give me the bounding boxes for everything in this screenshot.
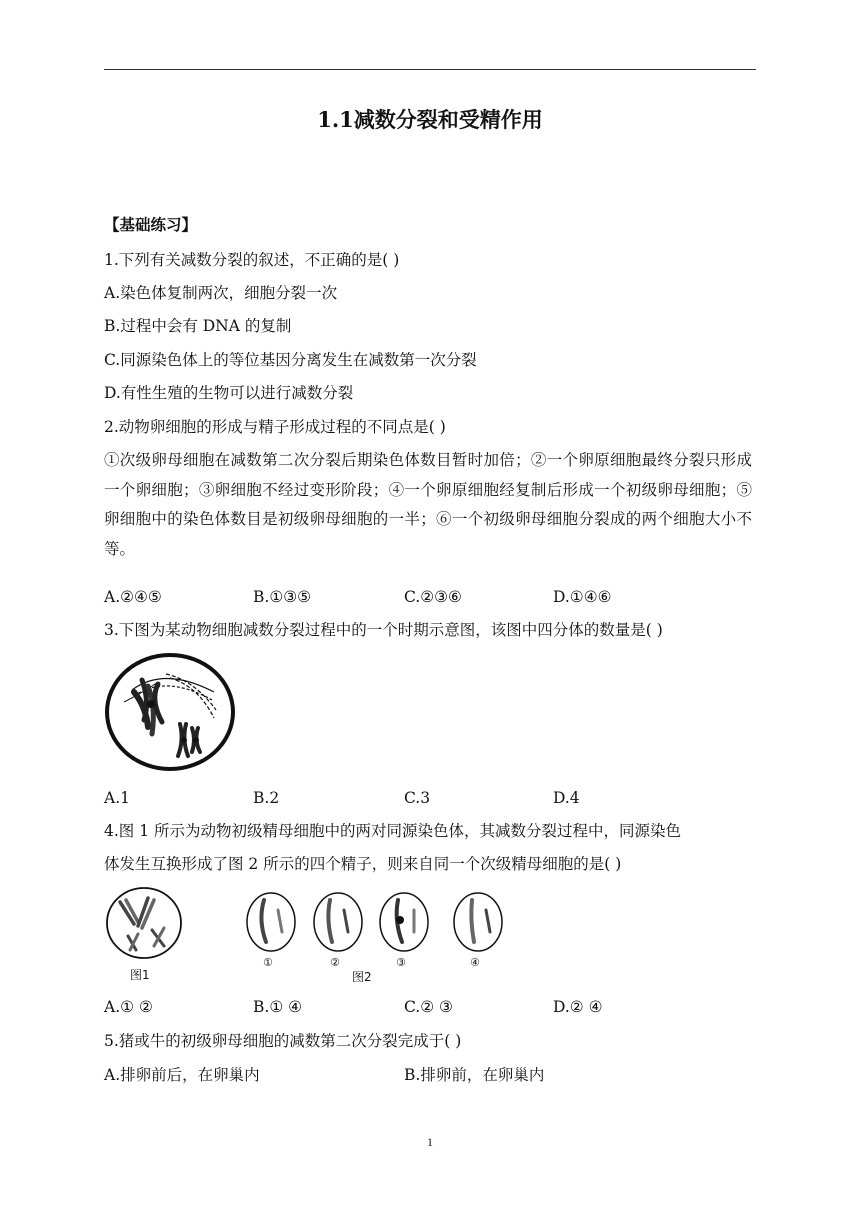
q2-option-b: B.①③⑤ (253, 588, 312, 606)
q2-body: ①次级卵母细胞在减数第二次分裂后期染色体数目暂时加倍；②一个卵原细胞最终分裂只形成一个卵细胞；③卵细胞不经过变形阶段；④一个卵原细胞经复制后形成一个初级卵母细胞；⑤卵细胞中的染色体数目是初级卵母细胞的一半；⑥一个初级卵母细胞分裂成的两个细胞大小不等。 (104, 451, 752, 558)
q3-stem: 3.下图为某动物细胞减数分裂过程中的一个时期示意图，该图中四分体的数量是( ) (104, 621, 663, 639)
header-rule (104, 69, 756, 70)
q3-option-d: D.4 (553, 789, 580, 807)
q4-cell-label-1: ① (263, 956, 273, 969)
q2-option-a: A.②④⑤ (104, 588, 162, 606)
q5-option-a: A.排卵前后，在卵巢内 (104, 1066, 260, 1084)
q4-cell-label-3: ③ (396, 956, 406, 969)
q1-option-b: B.过程中会有 DNA 的复制 (104, 317, 292, 335)
q4-option-d: D.② ④ (553, 998, 603, 1016)
q2-option-c: C.②③⑥ (404, 588, 462, 606)
q3-cell-figure (104, 652, 238, 774)
q4-cell-label-4: ④ (470, 956, 480, 969)
q4-stem-line1: 4.图 1 所示为动物初级精母细胞中的两对同源染色体，其减数分裂过程中，同源染色 (104, 822, 682, 840)
q4-stem-line2: 体发生互换形成了图 2 所示的四个精子，则来自同一个次级精母细胞的是( ) (104, 855, 622, 873)
q1-stem: 1.下列有关减数分裂的叙述，不正确的是( ) (104, 251, 400, 269)
q4-figure-2-caption: 图2 (352, 970, 372, 984)
q4-option-c: C.② ③ (404, 998, 453, 1016)
q1-option-c: C.同源染色体上的等位基因分离发生在减数第一次分裂 (104, 351, 477, 369)
q5-option-b: B.排卵前，在卵巢内 (404, 1066, 545, 1084)
q4-figure-1-caption: 图1 (130, 968, 150, 982)
q4-option-a: A.① ② (104, 998, 153, 1016)
page-number: 1 (427, 1135, 433, 1149)
q1-option-d: D.有性生殖的生物可以进行减数分裂 (104, 384, 354, 402)
q3-option-b: B.2 (253, 789, 280, 807)
q3-option-c: C.3 (404, 789, 431, 807)
q1-option-a: A.染色体复制两次，细胞分裂一次 (104, 284, 338, 302)
page-title: 1.1减数分裂和受精作用 (317, 107, 543, 132)
section-header: 【基础练习】 (104, 215, 198, 234)
q2-stem: 2.动物卵细胞的形成与精子形成过程的不同点是( ) (104, 418, 446, 436)
q2-option-d: D.①④⑥ (553, 588, 612, 606)
q4-cell-label-2: ② (330, 956, 340, 969)
q5-stem: 5.猪或牛的初级卵母细胞的减数第二次分裂完成于( ) (104, 1032, 462, 1050)
q4-option-b: B.① ④ (253, 998, 303, 1016)
q3-option-a: A.1 (104, 789, 130, 807)
